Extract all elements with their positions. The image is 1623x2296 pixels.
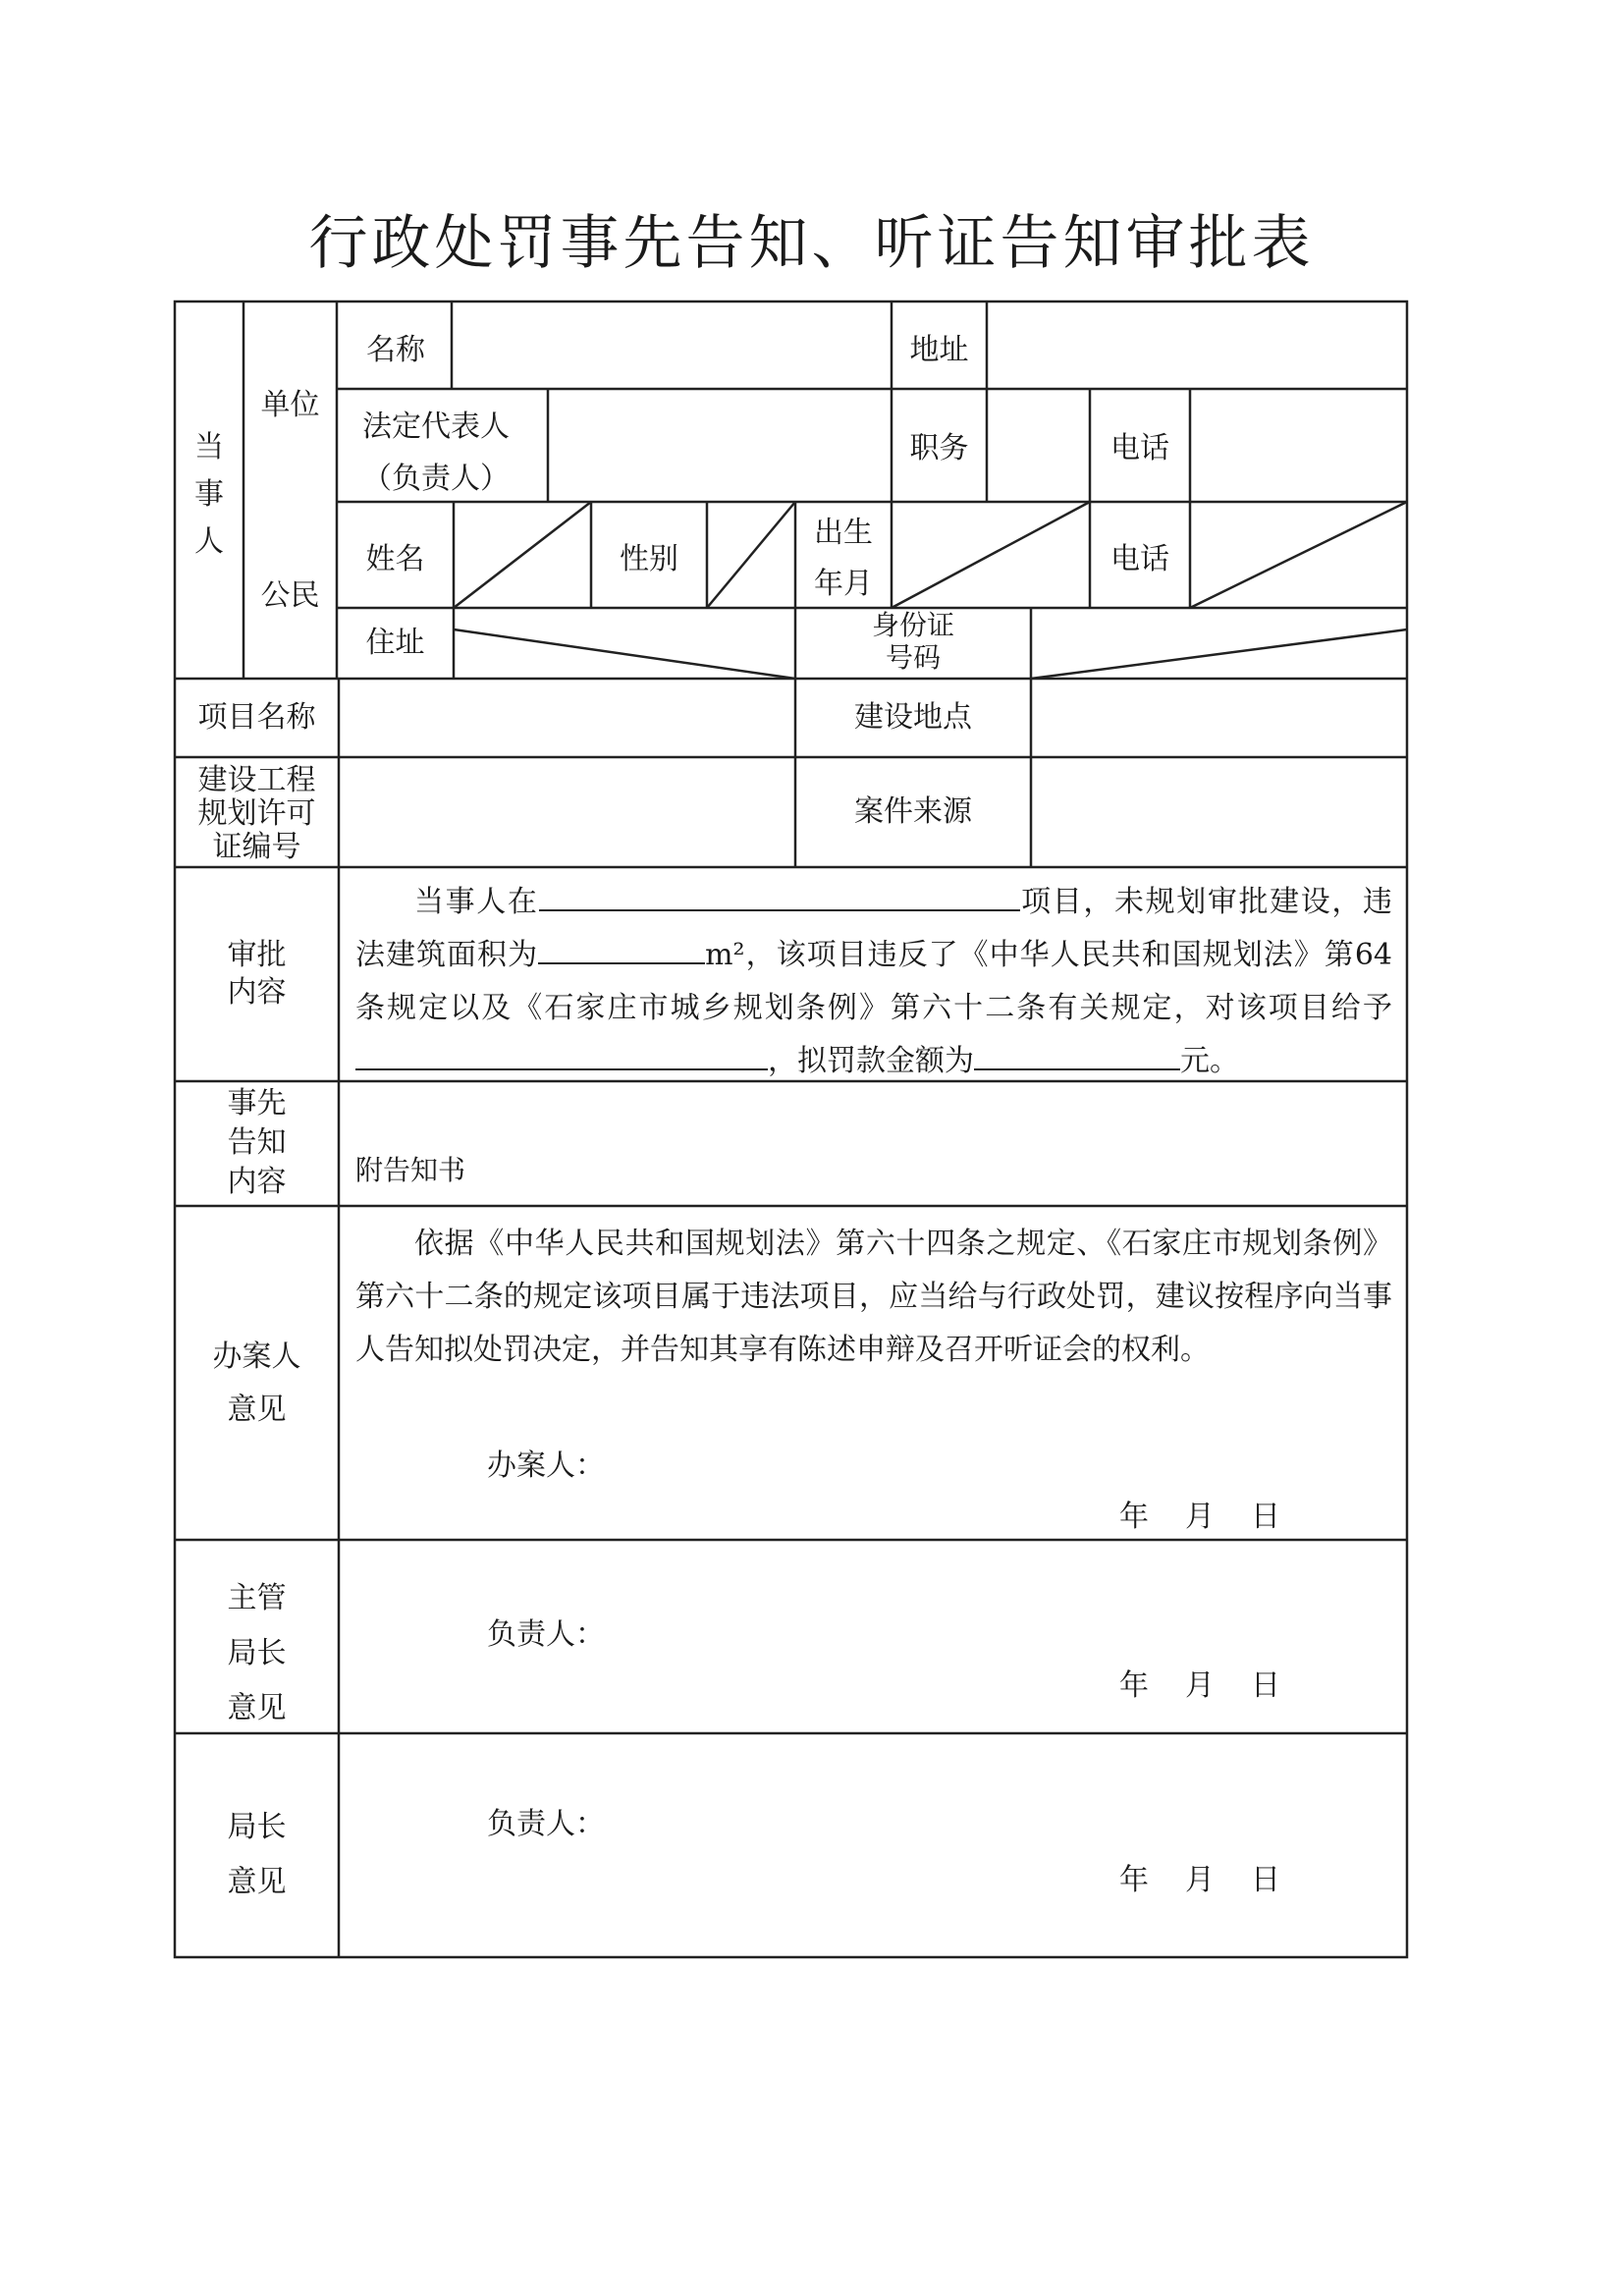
deputy-label: 主管 局长 意见 (227, 1581, 287, 1725)
case-source-label: 案件来源 (854, 794, 972, 829)
handler-opinion-text: 依据《中华人民共和国规划法》第六十四条之规定、《石家庄市规划条例》第六十二条的规定该项目属于违法项目，应当给与行政处罚，建议按程序向当事人告知拟处罚决定，并告知其享有陈述申辩及召开听证会的权利。 (355, 1227, 1392, 1367)
deputy-date-year: 年 (1119, 1668, 1149, 1703)
prior-notice-text: 附告知书 (355, 1154, 466, 1186)
approval-label: 审批 内容 (227, 938, 287, 1010)
citizen-id-label-1: 身份证 (871, 609, 954, 641)
citizen-label: 公民 (260, 578, 320, 613)
citizen-birth-label-1: 出生 (814, 516, 873, 550)
unit-name-label: 名称 (366, 333, 425, 367)
unit-address-label: 地址 (909, 333, 969, 367)
citizen-gender-label: 性别 (620, 542, 678, 576)
party-label: 当 事 人 (194, 430, 224, 559)
handler-date-month: 月 (1185, 1500, 1215, 1534)
director-sign-label: 负责人： (487, 1807, 605, 1841)
citizen-phone-label: 电话 (1110, 542, 1169, 576)
handler-date-year: 年 (1119, 1500, 1149, 1534)
unit-position-label: 职务 (909, 431, 969, 465)
unit-phone-label: 电话 (1110, 431, 1169, 465)
unit-label: 单位 (260, 388, 320, 422)
page-title: 行政处罚事先告知、听证告知审批表 (308, 209, 1315, 278)
director-label: 局长 意见 (227, 1810, 287, 1899)
citizen-residence-label: 住址 (365, 626, 425, 660)
unit-rep-label-1: 法定代表人 (362, 410, 510, 444)
director-date-year: 年 (1119, 1863, 1149, 1897)
handler-date-day: 日 (1251, 1500, 1280, 1534)
area-blank[interactable] (538, 933, 705, 964)
project-blank[interactable] (539, 880, 1020, 911)
citizen-birth-label-2: 年月 (814, 567, 873, 601)
handler-sign-label: 办案人： (487, 1449, 605, 1483)
handler-label: 办案人 意见 (212, 1339, 301, 1427)
unit-rep-label-2: （负责人） (362, 462, 510, 496)
director-date-month: 月 (1185, 1863, 1215, 1897)
citizen-name-label: 姓名 (365, 542, 425, 576)
penalty-blank[interactable] (355, 1039, 768, 1070)
director-date-day: 日 (1251, 1863, 1280, 1897)
deputy-date-day: 日 (1251, 1668, 1280, 1703)
approval-content: 当事人在 项目，未规划审批建设，违法建筑面积为 m²，该项目违反了《中华人民共和国规划法》第64条规定以及《石家庄市城乡规划条例》第六十二条有关规定，对该项目给予，拟罚款金额为 元。 (355, 876, 1392, 1088)
citizen-id-label-2: 号码 (885, 641, 941, 674)
deputy-date-month: 月 (1185, 1668, 1215, 1703)
deputy-sign-label: 负责人： (487, 1617, 605, 1652)
prior-notice-label: 事先 告知 内容 (227, 1086, 287, 1199)
fine-amount-blank[interactable] (974, 1039, 1180, 1070)
project-location-label: 建设地点 (854, 700, 972, 735)
permit-number-label: 建设工程 规划许可 证编号 (197, 763, 316, 864)
project-name-label: 项目名称 (197, 700, 316, 735)
